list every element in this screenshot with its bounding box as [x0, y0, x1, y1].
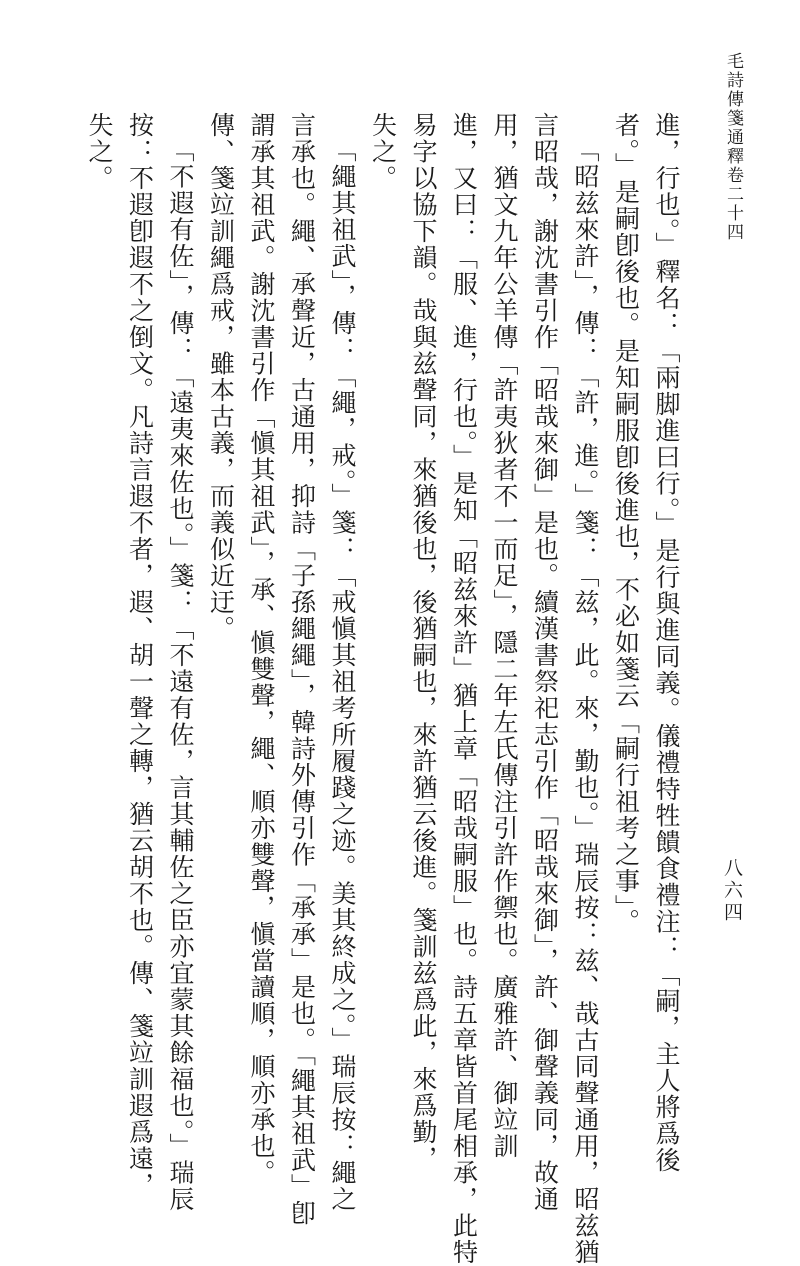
body-text [85, 112, 686, 1266]
running-title: 毛詩傳箋通釋卷二十四 [723, 52, 743, 242]
text-column-12: 傳、箋竝訓繩爲戒，雖本古義，而義似近迂。 [206, 112, 236, 642]
text-column-1: 進，行也。」釋名：「兩脚進曰行。」是行與進同義。儀禮特牲饋食禮注：「嗣，主人將爲後 [652, 112, 681, 1174]
text-column-15: 失之。 [85, 112, 114, 192]
text-column-13: 「不遐有佐」，傳：「遠夷來佐也。」箋：「不遠有佐，言其輔佐之臣亦宜蒙其餘福也。」瑞辰 [166, 137, 195, 1213]
text-column-3: 「昭兹來許」，傳：「許，進。」箋：「兹，此。來，勤也。」瑞辰按：兹、哉古同聲通用，昭兹猶 [571, 137, 600, 1266]
text-column-8: 失之。 [368, 112, 398, 192]
text-column-2: 者。」是嗣卽後也。是知嗣服卽後進也，不必如箋云「嗣行祖考之事」。 [611, 112, 641, 935]
text-column-9: 「繩其祖武」，傳：「繩，戒。」箋：「戒愼其祖考所履踐之迹。美其終成之。」瑞辰按：繩之 [328, 137, 357, 1213]
page-number: 八六四 [721, 858, 743, 924]
text-column-6: 進，又曰：「服、進，行也。」是知「昭兹來許」猶上章「昭哉嗣服」也。詩五章皆首尾相承，此特 [449, 112, 479, 1266]
text-column-11: 謂承其祖武。謝沈書引作「愼其祖武」，承、愼雙聲，繩、順亦雙聲，愼當讀順，順亦承也。 [247, 112, 276, 1186]
text-column-5: 用，猶文九年公羊傳「許夷狄者不一而足」，隱二年左氏傳注引許作禦也。廣雅許、御竝訓 [490, 112, 519, 1160]
text-column-14: 按：不遐卽遐不之倒文。凡詩言遐不者，遐、胡一聲之轉，猶云胡不也。傳、箋竝訓遐爲遠， [125, 112, 155, 1199]
text-column-7: 易字以協下韻。哉與兹聲同，來猶後也，後猶嗣也，來許猶云後進。箋訓兹爲此，來爲勤， [409, 112, 438, 1172]
text-column-4: 言昭哉，謝沈書引作「昭哉來御」是也。續漢書祭祀志引作「昭哉來御」，許、御聲義同，故通 [530, 112, 560, 1213]
text-column-10: 言承也。繩、承聲近，古通用，抑詩「子孫繩繩」，韓詩外傳引作「承承」是也。「繩其祖武」卽 [287, 112, 317, 1227]
